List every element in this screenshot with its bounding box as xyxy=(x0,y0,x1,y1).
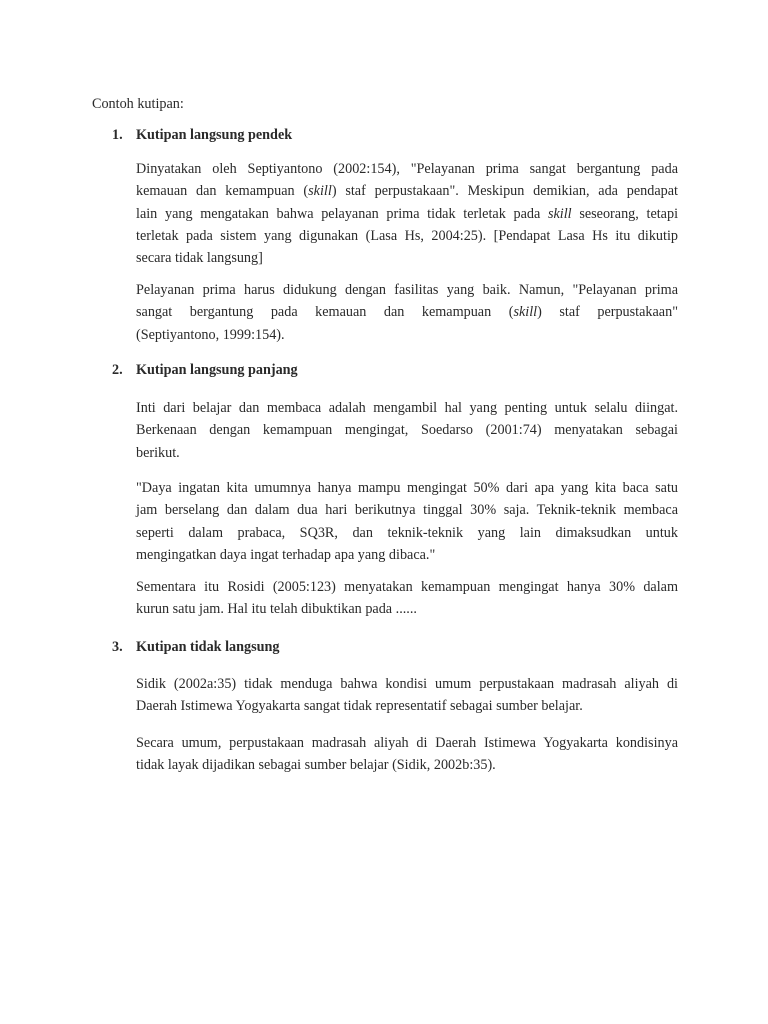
section-number: 3. xyxy=(112,639,123,655)
text-line: kurun satu jam. Hal itu telah dibuktikan pada ...... xyxy=(136,601,417,618)
text-line: secara tidak langsung] xyxy=(136,250,263,267)
italic-term: skill xyxy=(547,205,572,222)
text-line: berikut. xyxy=(136,444,180,461)
italic-term: skill xyxy=(308,183,332,200)
paragraph xyxy=(136,477,678,566)
text-line: (Septiyantono, 1999:154). xyxy=(136,326,285,343)
text-line: Inti dari belajar dan membaca adalah mengambil hal yang penting untuk selalu diingat. xyxy=(136,400,678,416)
text-line: terletak pada sistem yang digunakan (Lasa Hs, 2004:25). [Pendapat Lasa Hs itu dikutip xyxy=(136,227,678,244)
text-line: "Daya ingatan kita umumnya hanya mampu mengingat 50% dari apa yang kita baca satu xyxy=(136,480,678,496)
text-line: sangat bergantung pada kemauan dan kemampuan (skill) staf perpustakaan" xyxy=(136,304,678,321)
section-heading xyxy=(112,124,292,146)
text-line: seperti dalam prabaca, SQ3R, dan teknik-teknik yang lain dimaksudkan untuk xyxy=(136,524,678,541)
section-number: 1. xyxy=(112,127,123,143)
text-line: Berkenaan dengan kemampuan mengingat, Soedarso (2001:74) menyatakan sebagai xyxy=(136,422,678,439)
section-title: Kutipan langsung panjang xyxy=(136,362,298,378)
text-line: tidak layak dijadikan sebagai sumber belajar (Sidik, 2002b:35). xyxy=(136,757,496,774)
text-line: Pelayanan prima harus didukung dengan fasilitas yang baik. Namun, "Pelayanan prima xyxy=(136,282,678,298)
section-heading xyxy=(112,359,298,381)
text-line: Dinyatakan oleh Septiyantono (2002:154), "Pelayanan prima sangat bergantung pada xyxy=(136,161,678,177)
section-title: Kutipan langsung pendek xyxy=(136,127,293,143)
text-line: Sementara itu Rosidi (2005:123) menyatakan kemampuan mengingat hanya 30% dalam xyxy=(136,579,678,595)
section-number: 2. xyxy=(112,362,123,378)
text-line: Secara umum, perpustakaan madrasah aliyah di Daerah Istimewa Yogyakarta kondisinya xyxy=(136,735,678,751)
section-title: Kutipan tidak langsung xyxy=(136,639,280,655)
text-line: kemauan dan kemampuan (skill) staf perpustakaan". Meskipun demikian, ada pendapat xyxy=(136,183,678,200)
section-heading xyxy=(112,636,280,658)
paragraph xyxy=(136,732,678,777)
intro-text: Contoh kutipan: xyxy=(92,96,184,112)
text-line: mengingatkan daya ingat terhadap apa yang dibaca." xyxy=(136,546,436,563)
text-line: lain yang mengatakan bahwa pelayanan prima tidak terletak pada skill seseorang, tetapi xyxy=(136,205,679,222)
italic-term: skill xyxy=(513,304,538,321)
text-line: Sidik (2002a:35) tidak menduga bahwa kondisi umum perpustakaan madrasah aliyah di xyxy=(136,676,678,692)
paragraph xyxy=(136,158,678,269)
paragraph xyxy=(136,576,678,621)
paragraph xyxy=(136,673,678,718)
paragraph xyxy=(136,397,678,464)
text-line: Daerah Istimewa Yogyakarta sangat tidak representatif sebagai sumber belajar. xyxy=(136,698,583,715)
paragraph xyxy=(136,279,678,346)
text-line: jam berselang dan dalam dua hari berikutnya tinggal 30% saja. Teknik-teknik membaca xyxy=(136,502,678,519)
